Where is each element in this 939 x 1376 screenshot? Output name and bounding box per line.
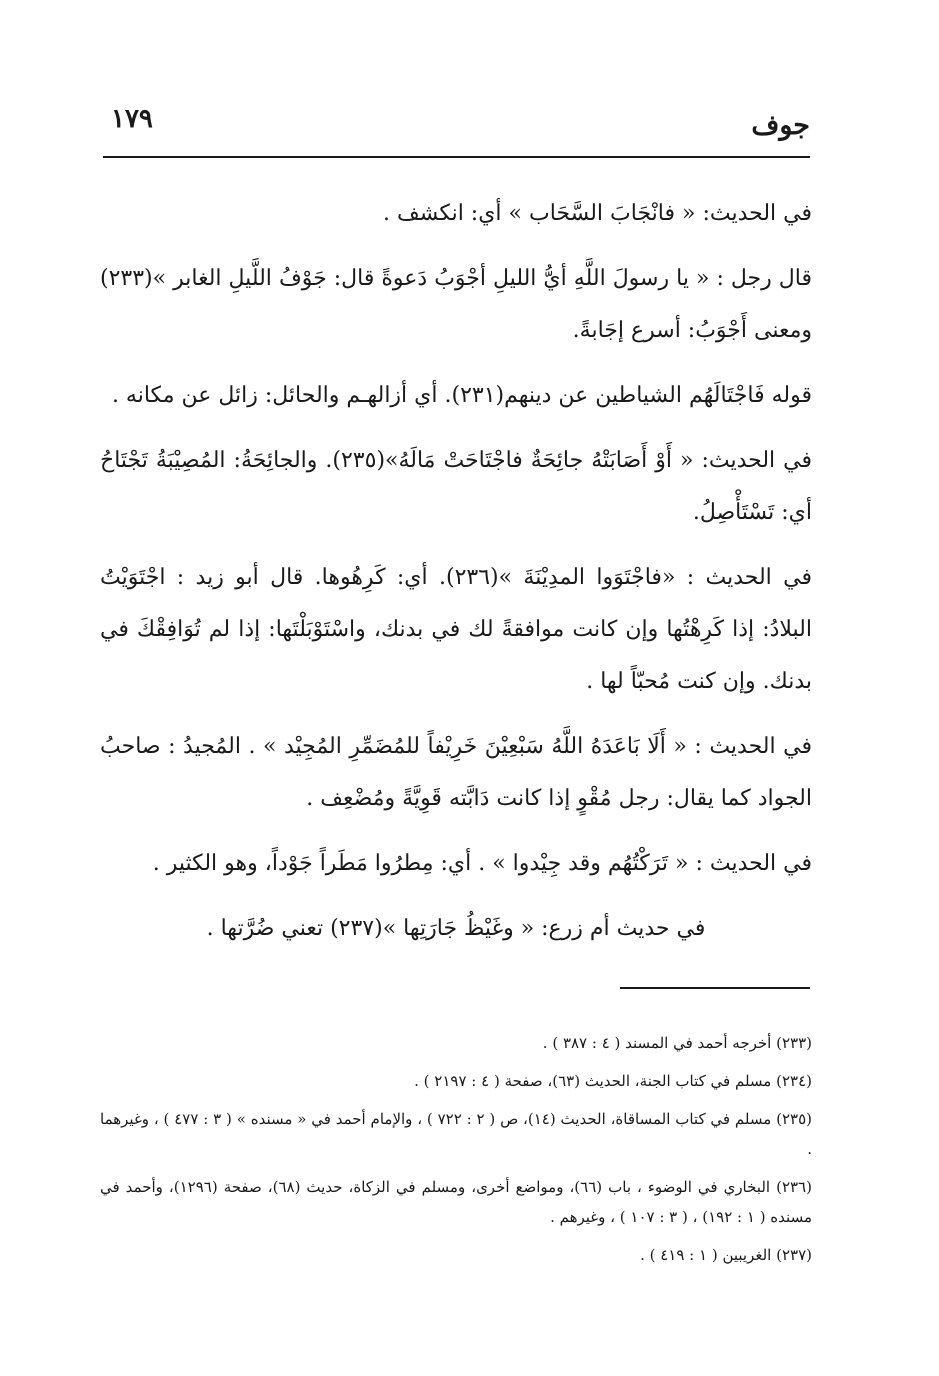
footnote: (٢٣٥) مسلم في كتاب المساقاة، الحديث (١٤)، ص ( ٢ : ٧٢٢ ) ، والإمام أحمد في « مسنده » ( ٣ : ٤٧٧ ) ، وغيرهما . — [100, 1110, 812, 1158]
paragraph: في حديث أم زرع: « وغَيْظُ جَارَتِها »(٢٣٧) تعني ضُرَّتها . — [206, 916, 706, 941]
footnote-rule — [620, 987, 810, 989]
page-number: ١٧٩ — [111, 104, 153, 134]
page-header — [103, 96, 810, 158]
footnote: (٢٣٦) البخاري في الوضوء ، باب (٦٦)، ومواضع أخرى، ومسلم في الزكاة، حديث (٦٨)، صفحة (١٢٩٦)، وأحمد في مسنده ( ١ : ١٩٢) ، ( ٣ : ١٠٧ ) ، وغيرهم . — [100, 1178, 812, 1226]
paragraph: في الحديث : «فاجْتَوَوا المدِيْنَةَ »(٢٣٦). أي: كَرِهُوها. قال أبو زيد : اجْتَوَيْتُ البلادُ: إذا كَرِهْتُها وإن كانت موافقةً لك في بدنك، واسْتَوْبَلْتَها: إذا لم تُوَافِقْكَ في بدنك. وإن كنت مُحبّاً لها . — [100, 565, 812, 694]
header-rule — [103, 156, 810, 158]
main-text — [100, 188, 812, 968]
paragraph: قال رجل : « يا رسولَ اللَّهِ أيُّ الليلِ أجْوَبُ دَعوةً قال: جَوْفُ اللَّيلِ الغابر »(٢٣٣) ومعنى أَجْوَبُ: أسرع إجَابةً. — [100, 266, 812, 343]
paragraph: في الحديث : « أَلَا بَاعَدَهُ اللَّهُ سَبْعِيْنَ خَرِيْفاً للمُضَمِّرِ المُجِيْد » . المُجيدُ : صاحبُ الجواد كما يقال: رجل مُقْوٍ إذا كانت دَابَّته قَوِيَّةً ومُضْعِف . — [100, 734, 812, 811]
running-head: جوف — [751, 110, 810, 141]
footnotes — [100, 1028, 812, 1278]
paragraph: في الحديث: « فانْجَابَ السَّحَاب » أي: انكشف . — [383, 201, 812, 226]
footnote: (٢٣٣) أخرجه أحمد في المسند ( ٤ : ٣٨٧ ) . — [542, 1034, 812, 1052]
paragraph: في الحديث : « تَرَكْتُهُم وقد جِيْدوا » . أي: مِطرُوا مَطَراً جَوْداً، وهو الكثير . — [152, 851, 812, 876]
footnote: (٢٣٤) مسلم في كتاب الجنة، الحديث (٦٣)، صفحة ( ٤ : ٢١٩٧ ) . — [414, 1072, 812, 1090]
footnote: (٢٣٧) الغريبين ( ١ : ٤١٩ ) . — [640, 1246, 812, 1264]
paragraph: في الحديث: « أَوْ أَصَابَتْهُ جائِحَةٌ فاجْتَاحَتْ مَالَهُ»(٢٣٥). والجائِحَةُ: المُصِيْبَةُ تَجْتَاحُ أي: تَسْتَأْصِلُ. — [100, 448, 812, 525]
paragraph: قوله فَاجْتَالَهُم الشياطين عن دينهم(٢٣١). أي أزالهـم والحائل: زائل عن مكانه . — [111, 383, 812, 408]
